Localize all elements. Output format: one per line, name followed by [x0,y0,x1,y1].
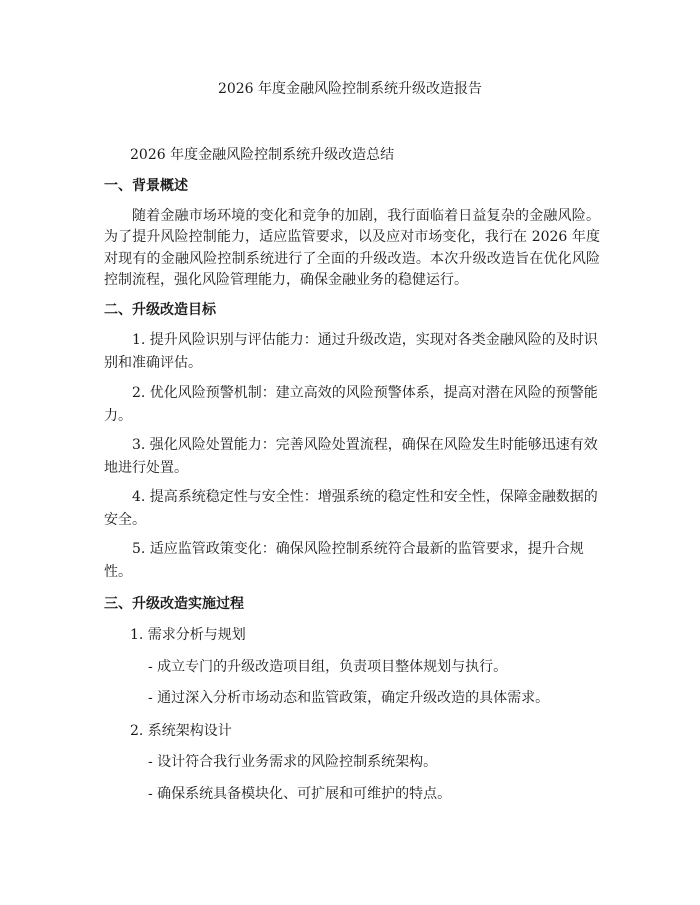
process-step-2: 2. 系统架构设计 [130,723,232,739]
goal-item-4: 4. 提高系统稳定性与安全性：增强系统的稳定性和安全性，保障金融数据的安全。 [104,489,598,528]
goal-item-1: 1. 提升风险识别与评估能力：通过升级改造，实现对各类金融风险的及时识别和准确评估。 [104,332,598,371]
process-step-2-bullet-1: - 设计符合我行业务需求的风险控制系统架构。 [148,754,438,770]
background-paragraph: 随着金融市场环境的变化和竞争的加剧，我行面临着日益复杂的金融风险。为了提升风险控制能力，适应监管要求，以及应对市场变化，我行在 2026 年度对现有的金融风险控制系统进行了全面的升级改造。本次升级改造旨在优化风险控制流程，强化风险管理能力，确保金融业务的稳健运行。 [104,208,600,288]
section-heading-process: 三、升级改造实施过程 [104,596,244,612]
document-subtitle: 2026 年度金融风险控制系统升级改造总结 [130,147,395,163]
process-step-1-bullet-1: - 成立专门的升级改造项目组，负责项目整体规划与执行。 [148,659,508,675]
section-heading-goals: 二、升级改造目标 [104,302,216,318]
process-step-2-bullet-2: - 确保系统具备模块化、可扩展和可维护的特点。 [148,786,452,802]
process-step-1: 1. 需求分析与规划 [130,627,246,643]
goal-item-5: 5. 适应监管政策变化：确保风险控制系统符合最新的监管要求，提升合规性。 [104,541,584,580]
process-step-1-bullet-2: - 通过深入分析市场动态和监管政策，确定升级改造的具体需求。 [148,690,550,706]
section-heading-background: 一、背景概述 [104,178,188,194]
goal-item-2: 2. 优化风险预警机制：建立高效的风险预警体系，提高对潜在风险的预警能力。 [104,385,598,424]
goal-item-3: 3. 强化风险处置能力：完善风险处置流程，确保在风险发生时能够迅速有效地进行处置。 [104,437,598,476]
document-title: 2026 年度金融风险控制系统升级改造报告 [217,81,483,97]
